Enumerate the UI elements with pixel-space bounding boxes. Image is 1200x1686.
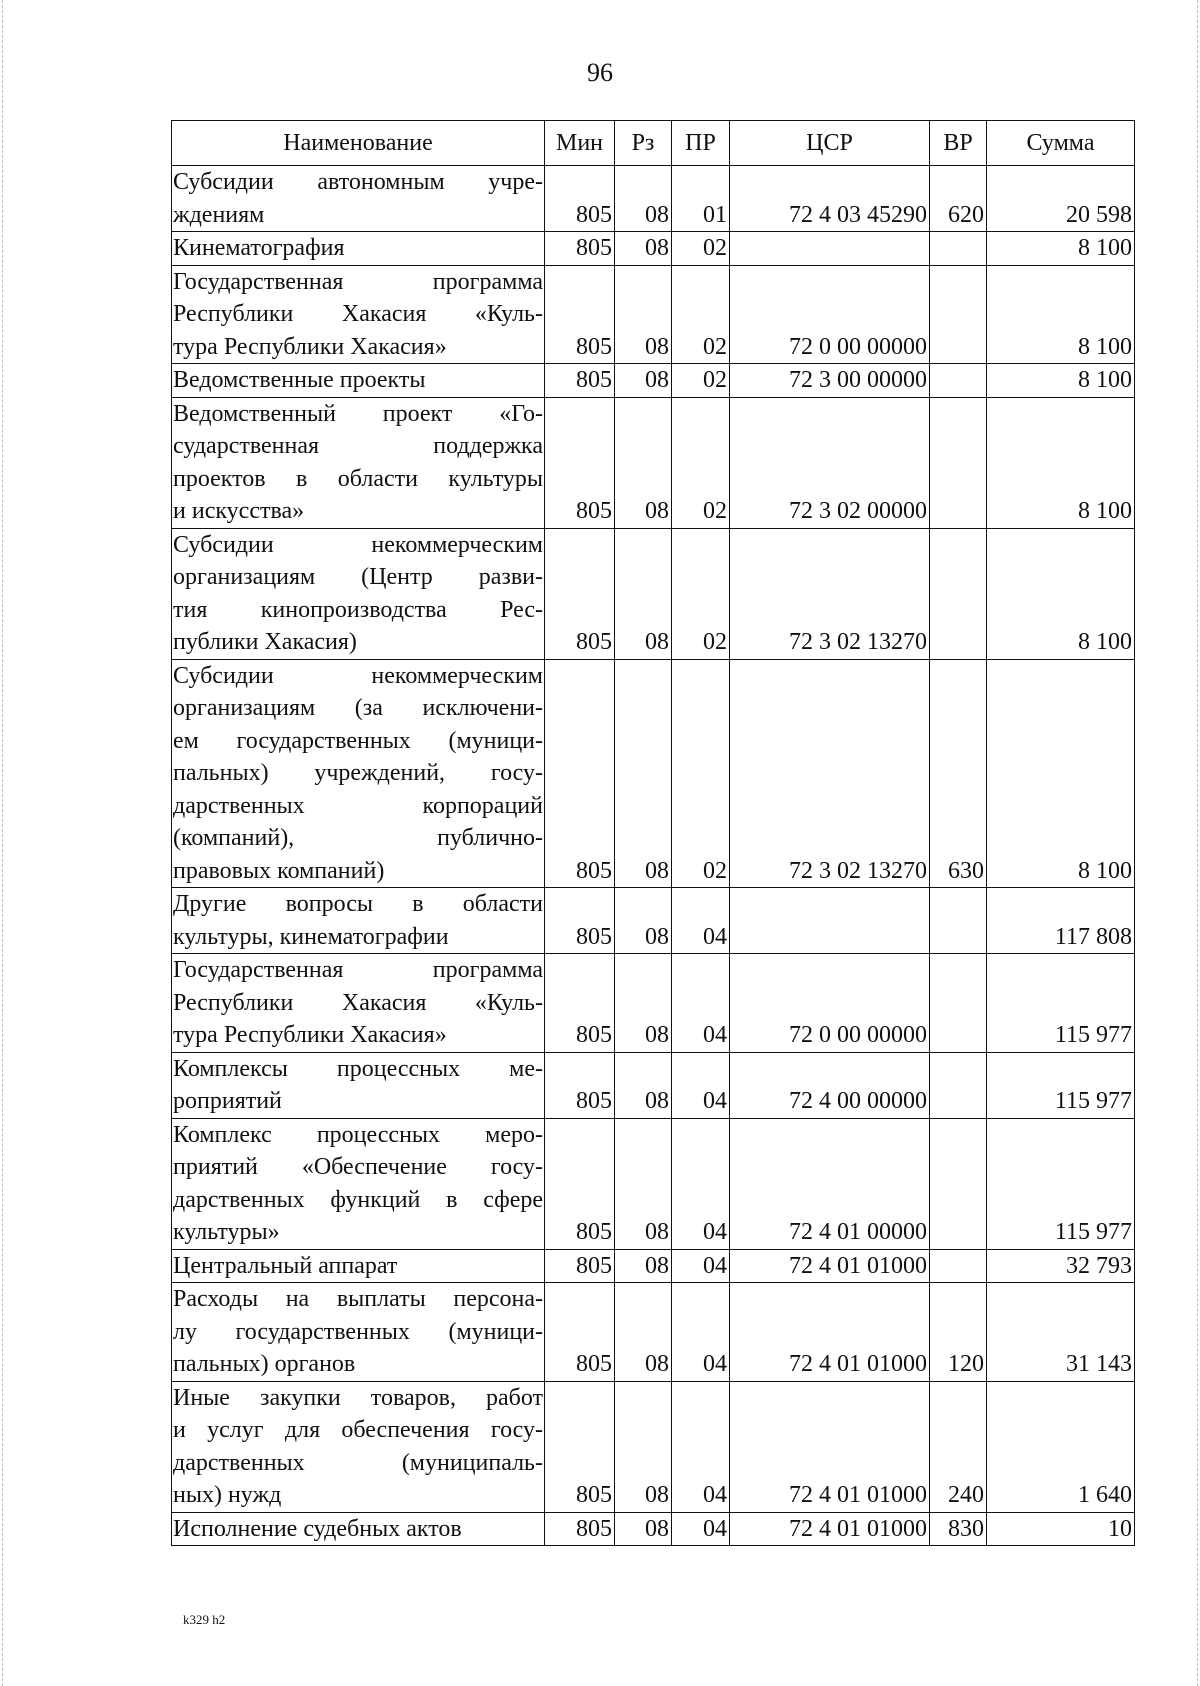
cell-csr: 72 0 00 00000 — [730, 954, 930, 1053]
page-number: 96 — [587, 58, 613, 87]
cell-csr: 72 4 01 01000 — [730, 1512, 930, 1546]
table-header-row — [172, 121, 1135, 166]
cell-min: 805 — [545, 1249, 615, 1283]
cell-name-line: Субсидии автономным учре- — [173, 169, 543, 195]
cell-pr: 04 — [672, 954, 730, 1053]
footer-code: k329 h2 — [183, 1612, 226, 1627]
cell-csr: 72 4 01 01000 — [730, 1381, 930, 1512]
cell-vr — [930, 364, 987, 398]
table-row — [172, 397, 1135, 528]
cell-vr: 620 — [930, 166, 987, 232]
cell-vr: 120 — [930, 1283, 987, 1382]
cell-name-line: организациям (Центр разви- — [173, 564, 543, 590]
cell-csr: 72 3 02 13270 — [730, 659, 930, 888]
cell-rz: 08 — [615, 1118, 672, 1249]
cell-min: 805 — [545, 265, 615, 364]
cell-csr: 72 4 01 01000 — [730, 1283, 930, 1382]
cell-name-line: и услуг для обеспечения госу- — [173, 1417, 543, 1443]
cell-min: 805 — [545, 1118, 615, 1249]
cell-csr: 72 4 03 45290 — [730, 166, 930, 232]
cell-rz: 08 — [615, 954, 672, 1053]
cell-pr: 02 — [672, 265, 730, 364]
cell-name — [172, 659, 545, 888]
cell-pr: 04 — [672, 1381, 730, 1512]
cell-name-line: Республики Хакасия «Куль- — [173, 301, 543, 327]
cell-name — [172, 888, 545, 954]
table-body — [172, 166, 1135, 1546]
cell-min: 805 — [545, 659, 615, 888]
cell-name — [172, 1052, 545, 1118]
table-row — [172, 1249, 1135, 1283]
cell-name-line: Субсидии некоммерческим — [173, 531, 543, 558]
table-row — [172, 888, 1135, 954]
cell-name-line: приятий «Обеспечение госу- — [173, 1154, 543, 1180]
column-header-sum: Сумма — [987, 121, 1135, 166]
cell-min: 805 — [545, 1512, 615, 1546]
cell-pr: 02 — [672, 528, 730, 659]
cell-rz: 08 — [615, 1381, 672, 1512]
cell-rz: 08 — [615, 528, 672, 659]
cell-sum: 8 100 — [987, 659, 1135, 888]
cell-sum: 10 — [987, 1512, 1135, 1546]
cell-pr: 02 — [672, 232, 730, 266]
cell-min: 805 — [545, 364, 615, 398]
cell-sum: 8 100 — [987, 265, 1135, 364]
cell-sum: 115 977 — [987, 954, 1135, 1053]
cell-name-line: Расходы на выплаты персона- — [173, 1286, 543, 1312]
cell-csr — [730, 232, 930, 266]
budget-table — [171, 120, 1135, 1546]
cell-name-line: Исполнение судебных актов — [173, 1515, 462, 1542]
page-edge-right — [1197, 0, 1198, 1686]
column-header-csr: ЦСР — [730, 121, 930, 166]
cell-name-line: Государственная программа — [173, 268, 543, 295]
cell-pr: 02 — [672, 397, 730, 528]
table-row — [172, 1381, 1135, 1512]
cell-sum: 20 598 — [987, 166, 1135, 232]
cell-min: 805 — [545, 397, 615, 528]
cell-vr — [930, 397, 987, 528]
cell-name-line: культуры, кинематографии — [173, 923, 449, 950]
cell-vr — [930, 232, 987, 266]
table-row — [172, 1512, 1135, 1546]
table-row — [172, 232, 1135, 266]
cell-min: 805 — [545, 888, 615, 954]
cell-name-line: проектов в области культуры — [173, 465, 543, 492]
cell-min: 805 — [545, 1381, 615, 1512]
cell-sum: 8 100 — [987, 232, 1135, 266]
cell-name-line: ждениям — [173, 201, 265, 228]
cell-name-line: правовых компаний) — [173, 857, 385, 884]
column-header-min: Мин — [545, 121, 615, 166]
table-row — [172, 1118, 1135, 1249]
cell-rz: 08 — [615, 888, 672, 954]
cell-name-line: Ведомственные проекты — [173, 367, 426, 393]
cell-name-line: лу государственных (муници- — [173, 1318, 543, 1345]
cell-min: 805 — [545, 1283, 615, 1382]
table-row — [172, 1052, 1135, 1118]
cell-csr — [730, 888, 930, 954]
column-header-pr: ПР — [672, 121, 730, 166]
cell-pr: 02 — [672, 364, 730, 398]
cell-sum: 8 100 — [987, 528, 1135, 659]
cell-name-line: Другие вопросы в области — [173, 891, 543, 917]
cell-name-line: дарственных функций в сфере — [173, 1186, 543, 1213]
cell-name — [172, 397, 545, 528]
cell-name-line: тия кинопроизводства Рес- — [173, 596, 543, 623]
cell-name-line: Иные закупки товаров, работ — [173, 1384, 543, 1411]
table-row — [172, 954, 1135, 1053]
cell-name-line: сударственная поддержка — [173, 433, 543, 459]
cell-rz: 08 — [615, 1512, 672, 1546]
column-header-name: Наименование — [172, 121, 545, 166]
cell-vr: 630 — [930, 659, 987, 888]
cell-name-line: пальных) учреждений, госу- — [173, 760, 543, 786]
cell-min: 805 — [545, 1052, 615, 1118]
cell-name — [172, 232, 545, 266]
cell-name-line: Кинематография — [173, 235, 345, 261]
table-row — [172, 166, 1135, 232]
cell-sum: 117 808 — [987, 888, 1135, 954]
cell-name — [172, 364, 545, 398]
cell-name-line: тура Республики Хакасия» — [173, 1022, 447, 1048]
table-row — [172, 659, 1135, 888]
cell-pr: 02 — [672, 659, 730, 888]
table-row — [172, 265, 1135, 364]
cell-sum: 115 977 — [987, 1118, 1135, 1249]
cell-name — [172, 954, 545, 1053]
cell-name-line: Государственная программа — [173, 957, 543, 983]
cell-vr — [930, 528, 987, 659]
cell-csr: 72 4 01 00000 — [730, 1118, 930, 1249]
cell-sum: 31 143 — [987, 1283, 1135, 1382]
cell-vr — [930, 954, 987, 1053]
column-header-vr: ВР — [930, 121, 987, 166]
cell-csr: 72 3 00 00000 — [730, 364, 930, 398]
cell-sum: 8 100 — [987, 364, 1135, 398]
cell-name-line: организациям (за исключени- — [173, 695, 543, 721]
cell-name — [172, 1512, 545, 1546]
cell-name-line: роприятий — [173, 1088, 282, 1114]
cell-min: 805 — [545, 166, 615, 232]
cell-name-line: тура Республики Хакасия» — [173, 333, 447, 360]
table-row — [172, 1283, 1135, 1382]
cell-name-line: Комплекс процессных меро- — [173, 1121, 543, 1148]
cell-name-line: ных) нужд — [173, 1482, 282, 1508]
cell-rz: 08 — [615, 659, 672, 888]
cell-name — [172, 166, 545, 232]
cell-min: 805 — [545, 232, 615, 266]
cell-name — [172, 1249, 545, 1283]
cell-rz: 08 — [615, 166, 672, 232]
cell-rz: 08 — [615, 397, 672, 528]
cell-sum: 115 977 — [987, 1052, 1135, 1118]
cell-csr: 72 3 02 13270 — [730, 528, 930, 659]
cell-rz: 08 — [615, 1283, 672, 1382]
page-edge-left — [2, 0, 3, 1686]
cell-pr: 04 — [672, 1118, 730, 1249]
cell-name — [172, 1381, 545, 1512]
cell-min: 805 — [545, 528, 615, 659]
cell-name-line: Ведомственный проект «Го- — [173, 400, 543, 427]
cell-pr: 04 — [672, 1283, 730, 1382]
cell-name-line: дарственных корпораций — [173, 792, 543, 819]
cell-vr: 830 — [930, 1512, 987, 1546]
cell-name — [172, 1283, 545, 1382]
table-row — [172, 528, 1135, 659]
column-header-rz: Рз — [615, 121, 672, 166]
table-row — [172, 364, 1135, 398]
cell-name-line: публики Хакасия) — [173, 629, 357, 655]
cell-pr: 04 — [672, 1052, 730, 1118]
cell-name-line: и искусства» — [173, 498, 305, 524]
cell-name — [172, 265, 545, 364]
cell-rz: 08 — [615, 1052, 672, 1118]
cell-csr: 72 3 02 00000 — [730, 397, 930, 528]
cell-name-line: культуры» — [173, 1219, 280, 1245]
cell-vr — [930, 1118, 987, 1249]
cell-rz: 08 — [615, 265, 672, 364]
cell-vr — [930, 265, 987, 364]
cell-name — [172, 528, 545, 659]
cell-sum: 8 100 — [987, 397, 1135, 528]
cell-pr: 01 — [672, 166, 730, 232]
cell-name-line: Комплексы процессных ме- — [173, 1055, 543, 1082]
cell-csr: 72 0 00 00000 — [730, 265, 930, 364]
cell-csr: 72 4 01 01000 — [730, 1249, 930, 1283]
cell-sum: 1 640 — [987, 1381, 1135, 1512]
cell-rz: 08 — [615, 364, 672, 398]
cell-name-line: ем государственных (муници- — [173, 727, 543, 754]
cell-csr: 72 4 00 00000 — [730, 1052, 930, 1118]
cell-name-line: пальных) органов — [173, 1351, 356, 1377]
cell-min: 805 — [545, 954, 615, 1053]
cell-name-line: Республики Хакасия «Куль- — [173, 989, 543, 1016]
cell-name-line: Субсидии некоммерческим — [173, 662, 543, 689]
cell-pr: 04 — [672, 888, 730, 954]
cell-sum: 32 793 — [987, 1249, 1135, 1283]
cell-rz: 08 — [615, 1249, 672, 1283]
cell-vr — [930, 1052, 987, 1118]
cell-name — [172, 1118, 545, 1249]
cell-vr: 240 — [930, 1381, 987, 1512]
cell-name-line: (компаний), публично- — [173, 825, 543, 851]
cell-pr: 04 — [672, 1249, 730, 1283]
cell-name-line: дарственных (муниципаль- — [173, 1449, 543, 1476]
cell-rz: 08 — [615, 232, 672, 266]
cell-name-line: Центральный аппарат — [173, 1252, 398, 1279]
cell-vr — [930, 888, 987, 954]
cell-pr: 04 — [672, 1512, 730, 1546]
cell-vr — [930, 1249, 987, 1283]
